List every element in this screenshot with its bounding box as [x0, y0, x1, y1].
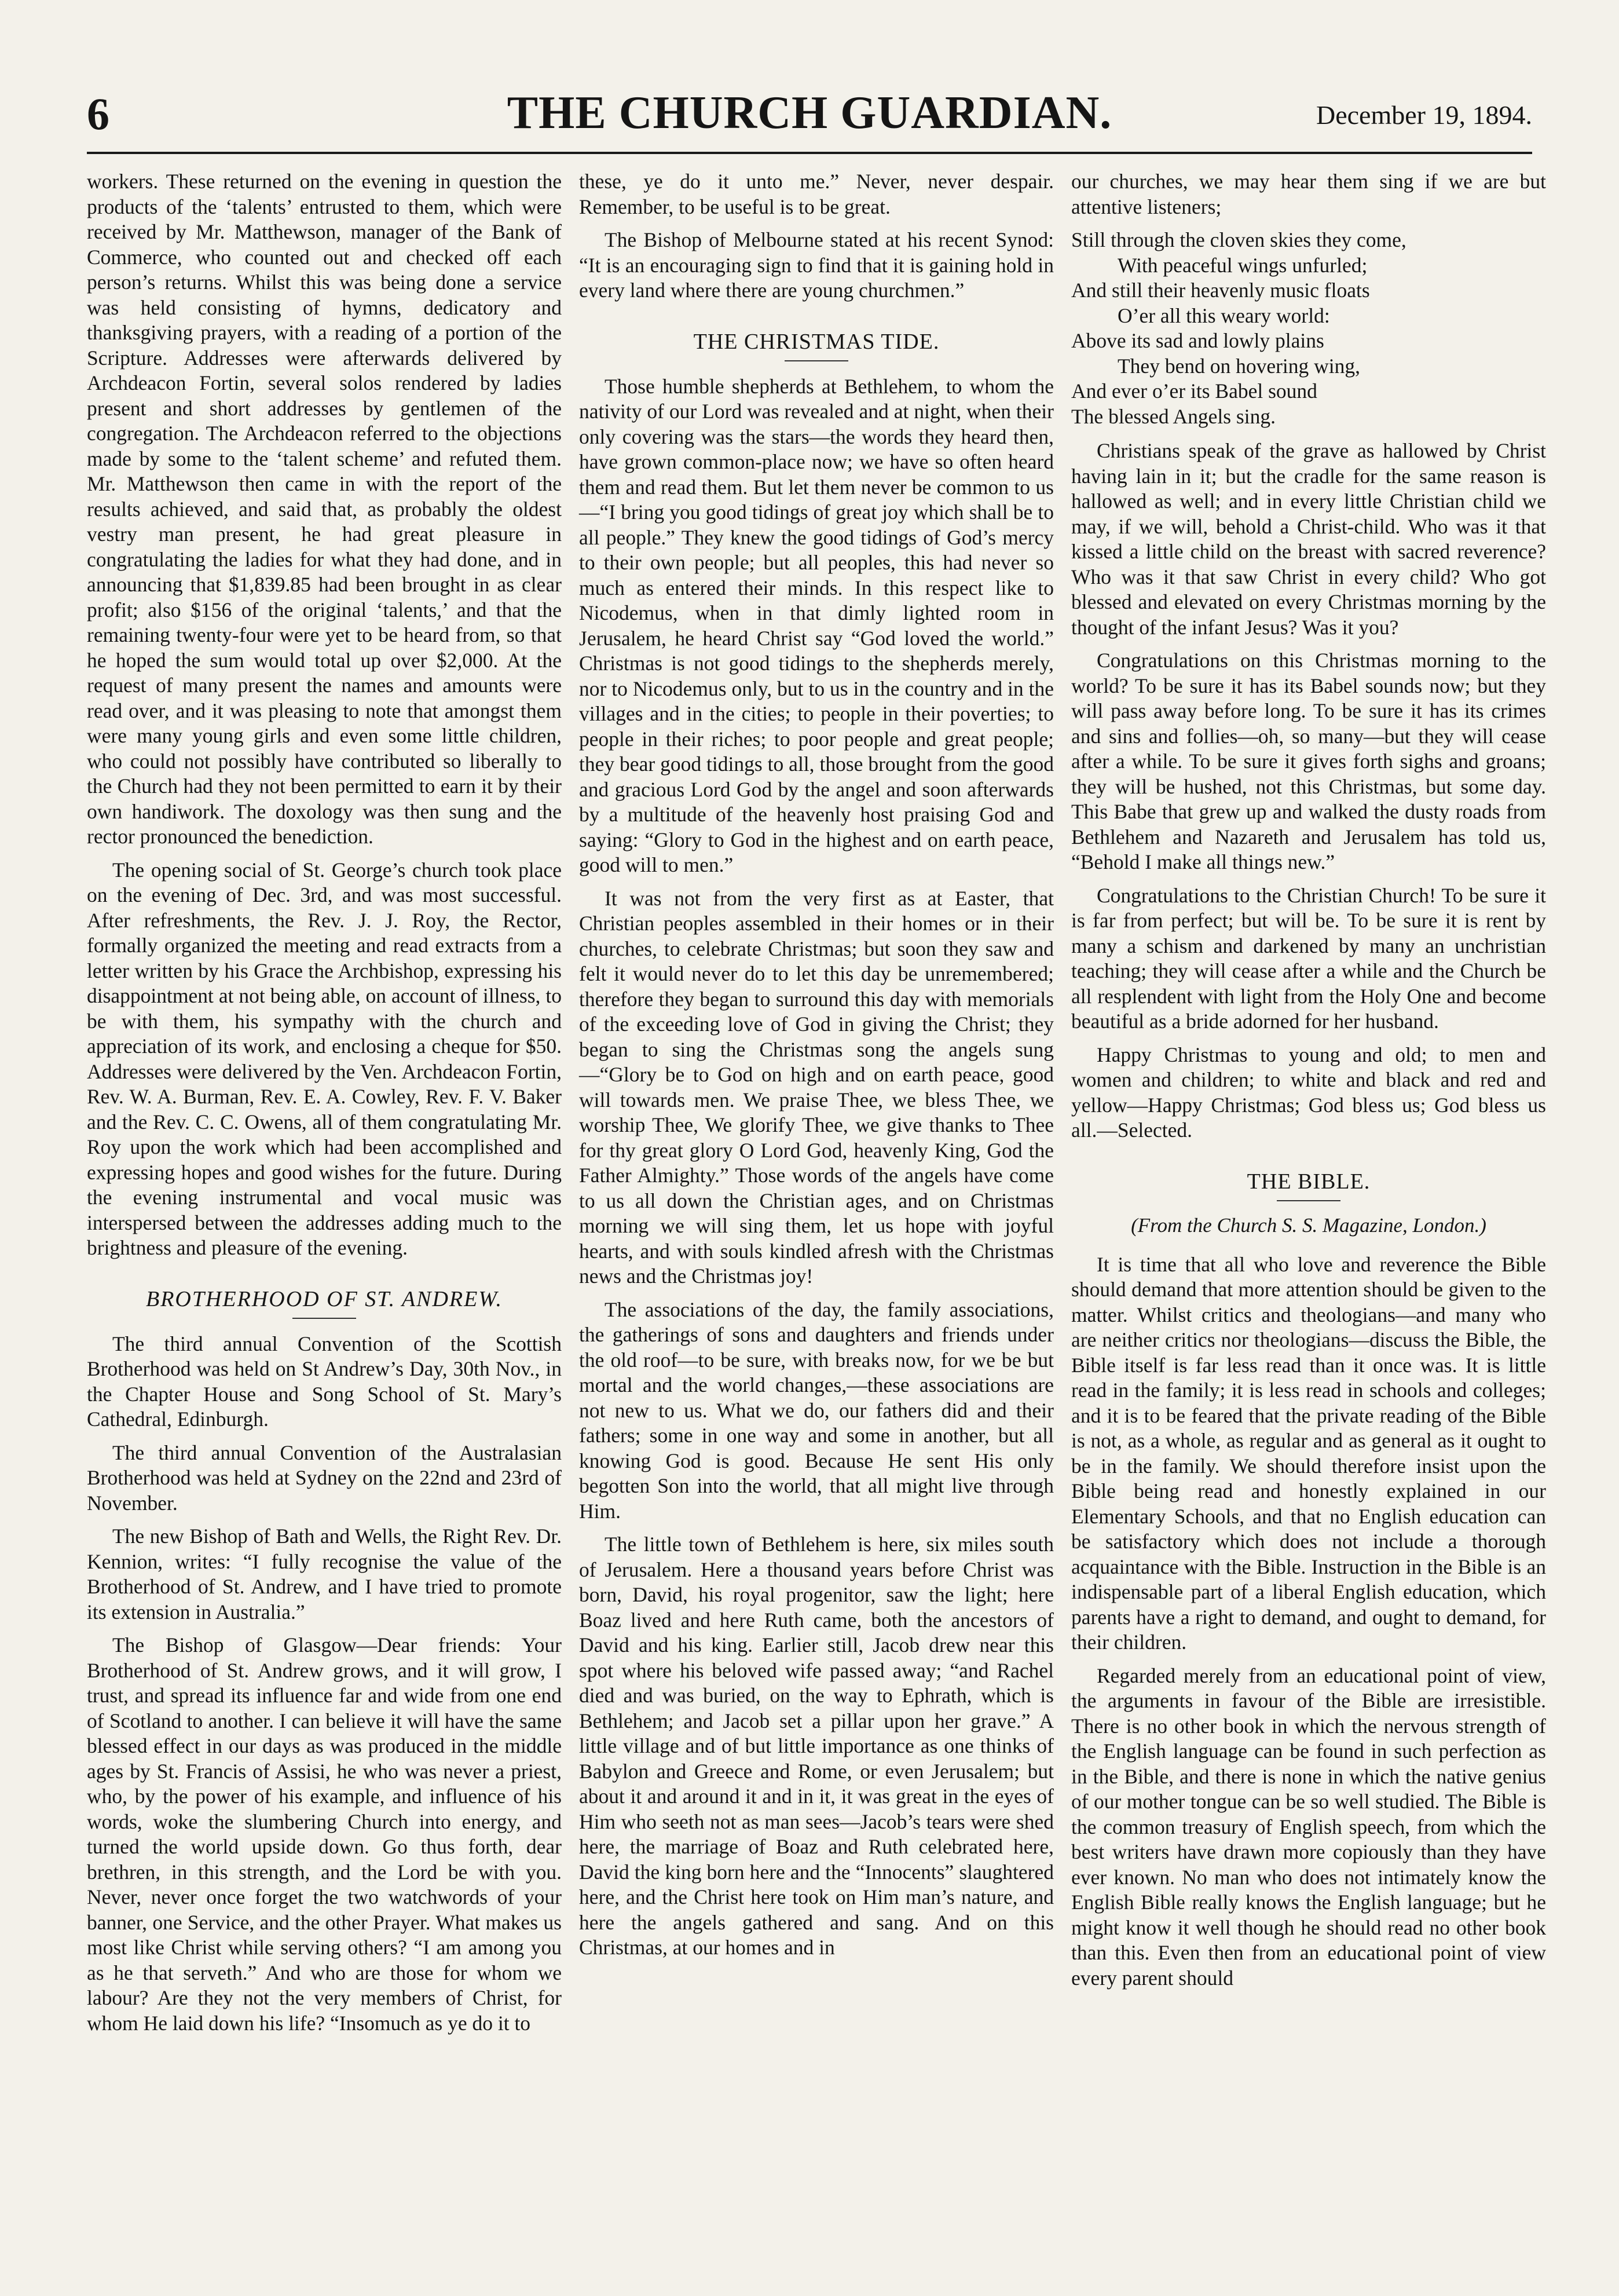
column-3	[1071, 169, 1546, 1999]
poem-line: And still their heavenly music floats	[1071, 279, 1370, 302]
article-paragraph: The opening social of St. George’s church took place on the evening of Dec. 3rd, and was most successful. After refreshments, the Rev. J. J. Roy, the Rector, formally organized the meeting and read extracts from a letter written by his Grace the Archbishop, expressing his disappointment at not being able, on account of illness, to be with them, his sympathy with the church and appreciation of its work, and enclosing a cheque for $50. Addresses were delivered by the Ven. Archdeacon Fortin, Rev. W. A. Burman, Rev. E. A. Cowley, Rev. F. V. Baker and the Rev. C. C. Owens, all of them congratulating Mr. Roy upon the work which had been accomplished and expressing hopes and good wishes for the future. During the evening instrumental and vocal music was interspersed between the addresses adding much to the brightness and pleasure of the evening.	[87, 858, 562, 1259]
column-2	[579, 169, 1054, 1969]
article-paragraph: Congratulations to the Christian Church! To be sure it is far from perfect; but will be. To be sure it is rent by many a schism and darkened by many an unchristian teaching; they will cease after a while and the Church be all resplendent with light from the Holy One and become beautiful as a bride adorned for her husband.	[1071, 883, 1546, 1033]
article-paragraph: The Bishop of Glasgow—Dear friends: Your Brotherhood of St. Andrew grows, and it will grow, I trust, and spread its influence far and wide from one end of Scotland to another. I can believe it will have the same blessed effect in our days as was produced in the middle ages by St. Francis of Assisi, he who was never a priest, who, by the power of his example, and influence of his words, woke the slumbering Church into energy, and turned the world upside down. Go thus forth, dear brethren, in this strength, and the Lord be with you. Never, never once forget the two watchwords of your banner, one Service, and the other Prayer. What makes us most like Christ while serving others? “I am among you as he that serveth.” And who are those for whom we labour? Are they not the very members of Christ, for whom He laid down his life? “Insomuch as ye do it to	[87, 1633, 562, 2035]
article-paragraph: The third annual Convention of the Australasian Brotherhood was held at Sydney on the 22nd and 23rd of November.	[87, 1441, 562, 1515]
poem-line: With peaceful wings unfurled;	[1118, 253, 1368, 277]
article-paragraph: Happy Christmas to young and old; to men and women and children; to white and black and red and yellow—Happy Christmas; God bless us; God bless us all.—Selected.	[1071, 1043, 1546, 1142]
section-heading-brotherhood: BROTHERHOOD OF ST. ANDREW.	[145, 1286, 503, 1311]
poem-line: They bend on hovering wing,	[1118, 354, 1361, 378]
source-note: (From the Church S. S. Magazine, London.)	[1131, 1213, 1486, 1237]
column-1	[87, 169, 562, 2044]
article-paragraph: The associations of the day, the family associations, the gatherings of sons and daughters and friends under the old roof—to be sure, with breaks now, for we be but mortal and the world changes,—these associations are not new to us. What we do, our fathers did and their fathers; some in one way and some in another, but all knowing God is good. Because He sent His only begotten Son into the world, that all might live through Him.	[579, 1297, 1054, 1523]
page-number: 6	[87, 89, 109, 139]
section-gap	[87, 1269, 562, 1286]
masthead-rule	[87, 152, 1532, 154]
article-paragraph: workers. These returned on the evening in question the products of the ‘talents’ entrusted to them, which were received by Mr. Matthewson, manager of the Bank of Commerce, who counted out and checked off each person’s returns. Whilst this was being done a service was held consisting of hymns, dedicatory and thanksgiving prayers, with a reading of a portion of the Scripture. Addresses were afterwards delivered by Archdeacon Fortin, several solos rendered by ladies present and short addresses by gentlemen of the congregation. The Archdeacon referred to the objections made by some to the ‘talent scheme’ and refuted them. Mr. Matthewson then came in with the report of the results achieved, and said that, as probably the oldest vestry man present, he had great pleasure in congratulating the ladies for what they had done, and in announcing that $1,839.85 had been brought in as clear profit; also $156 of the original ‘talents,’ and that the remaining twenty-four were yet to be heard from, so that he hoped the sum would total up over $2,000. At the request of many present the names and amounts were read over, and it was pleasing to note that amongst them were many young girls and even some little children, who could not possibly have contributed so liberally to the Church had they not been permitted to earn it by their own handiwork. The doxology was then sung and the rector pronounced the benediction.	[87, 170, 562, 848]
article-paragraph: The new Bishop of Bath and Wells, the Right Rev. Dr. Kennion, writes: “I fully recognise the value of the Brotherhood of St. Andrew, and I have tried to promote its extension in Australia.”	[87, 1524, 562, 1624]
article-paragraph: Christians speak of the grave as hallowed by Christ having lain in it; but the cradle for the same reason is hallowed as well; and in every little Christian child we may, if we will, behold a Christ-child. Who was it that kissed a little child on the breast with sacred reverence? Who was it that saw Christ in every child? Who got blessed and elevated on every Christmas morning by the thought of the infant Jesus? Was it you?	[1071, 439, 1546, 639]
section-gap	[1071, 1151, 1546, 1169]
heading-rule	[292, 1318, 356, 1319]
section-gap	[579, 312, 1054, 329]
article-paragraph: Regarded merely from an educational point of view, the arguments in favour of the Bible are irresistible. There is no other book in which the nervous strength of the English language can be found in such perfection as in the Bible, and there is none in which the native genius of our mother tongue can be so well studied. The Bible is the common treasury of English speech, from which the best writers have drawn more copiously than they have ever known. No man who does not intimately know the English Bible really knows the English language; but he might know it well though he should read no other book than this. Even then from an educational point of view every parent should	[1071, 1663, 1546, 1990]
masthead	[87, 87, 1532, 151]
article-paragraph: It is time that all who love and reverence the Bible should demand that more attention should be given to the matter. Whilst critics and theologians—and many who are neither critics nor theologians—discuss the Bible, the Bible itself is far less read than it once was. It is little read in the family; it is less read in schools and colleges; and it is to be feared that the private reading of the Bible is not, as a whole, as regular and as general as it ought to be in the family. We should therefore insist upon the Bible being read and honestly explained in our Elementary Schools, and that no English education can be satisfactory which does not include a thorough acquaintance with the Bible. Instruction in the Bible is an indispensable part of a liberal English education, which parents have a right to demand, and ought to demand, for their children.	[1071, 1252, 1546, 1654]
poem-line: Above its sad and lowly plains	[1071, 329, 1324, 352]
issue-date: December 19, 1894.	[1316, 100, 1532, 130]
newspaper-title: THE CHURCH GUARDIAN.	[507, 87, 1112, 138]
article-paragraph: The Bishop of Melbourne stated at his recent Synod: “It is an encouraging sign to find that it is gaining hold in every land where there are young churchmen.”	[579, 228, 1054, 302]
heading-rule	[1277, 1200, 1340, 1201]
article-paragraph: The third annual Convention of the Scottish Brotherhood was held on St Andrew’s Day, 30th Nov., in the Chapter House and Song School of St. Mary’s Cathedral, Edinburgh.	[87, 1332, 562, 1431]
article-paragraph: our churches, we may hear them sing if we are but attentive listeners;	[1071, 170, 1546, 218]
article-paragraph: these, ye do it unto me.” Never, never despair. Remember, to be useful is to be great.	[579, 170, 1054, 218]
poem-line: And ever o’er its Babel sound	[1071, 379, 1317, 403]
section-heading-bible: THE BIBLE.	[1247, 1169, 1371, 1194]
poem-line: O’er all this weary world:	[1118, 304, 1330, 327]
poem	[1071, 228, 1546, 429]
article-paragraph: It was not from the very first as at Easter, that Christian peoples assembled in their homes or in their churches, to celebrate Christmas; but soon they saw and felt it would never do to let this day be unremembered; therefore they began to surround this day with memorials of the exceeding love of God in giving the Christ; they began to sing the Christmas song the angels sung—“Glory be to God on high and on earth peace, good will towards men. We praise Thee, we bless Thee, we worship Thee, We glorify Thee, we give thanks to Thee for thy great glory O Lord God, heavenly King, God the Father Almighty.” Those words of the angels have come to us all down the Christian ages, and on Christmas morning we will sing them, let us hope with joyful hearts, and with souls kindled afresh with the Christmas news and the Christmas joy!	[579, 886, 1054, 1288]
poem-line: The blessed Angels sing.	[1071, 404, 1276, 428]
poem-line: Still through the cloven skies they come,	[1071, 228, 1406, 251]
heading-rule	[785, 360, 848, 361]
article-paragraph: The little town of Bethlehem is here, six miles south of Jerusalem. Here a thousand years before Christ was born, David, his royal progenitor, saw the light; here Boaz lived and here Ruth came, both the ancestors of David and his king. Earlier still, Jacob drew near this spot where his beloved wife passed away; “and Rachel died and was buried, on the way to Ephrath, which is Bethlehem; and Jacob set a pillar upon her grave.” A little village and of but little importance as one thinks of Babylon and Greece and Rome, or even Jerusalem; but about it and around it and in it, it was great in the eyes of Him who seeth not as man sees—Jacob’s tears were shed here, the marriage of Boaz and Ruth celebrated here, David the king born here and the “Innocents” slaughtered here, and the Christ here took on Him man’s nature, and here the angels gathered and sang. And on this Christmas, at our homes and in	[579, 1533, 1054, 1959]
article-paragraph: Congratulations on this Christmas morning to the world? To be sure it has its Babel sounds now; but they will pass away before long. To be sure it has its crimes and sins and follies—oh, so many—but they will cease after a while. To be sure it gives forth sighs and groans; they will be hushed, not this Christmas, but some day. This Babe that grew up and walked the dusty roads from Bethlehem and Nazareth and Jerusalem has told us, “Behold I make all things new.”	[1071, 649, 1546, 873]
section-heading-christmas-tide: THE CHRISTMAS TIDE.	[693, 329, 940, 354]
article-paragraph: Those humble shepherds at Bethlehem, to whom the nativity of our Lord was revealed and at night, when their only covering was the stars—the words they heard then, have grown common-place now; we have so often heard them and read them. But let them never be common to us—“I bring you good tidings of great joy which shall be to all people.” They knew the good tidings of God’s mercy to their own people; but all peoples, this had never so much as entered their minds. In this respect like to Nicodemus, when in that dimly lighted room in Jerusalem, he heard Christ say “God loved the world.” Christmas is not good tidings to the shepherds merely, nor to Nicodemus only, but to us in the country and in the villages and in the cities; to people in their poverties; to people in their riches; to poor people and great people; they bear good tidings to all, those brought from the good and gracious Lord God by the angel and soon afterwards by a multitude of the heavenly host praising God and saying: “Glory to God in the highest and on earth peace, good will to men.”	[579, 374, 1054, 876]
